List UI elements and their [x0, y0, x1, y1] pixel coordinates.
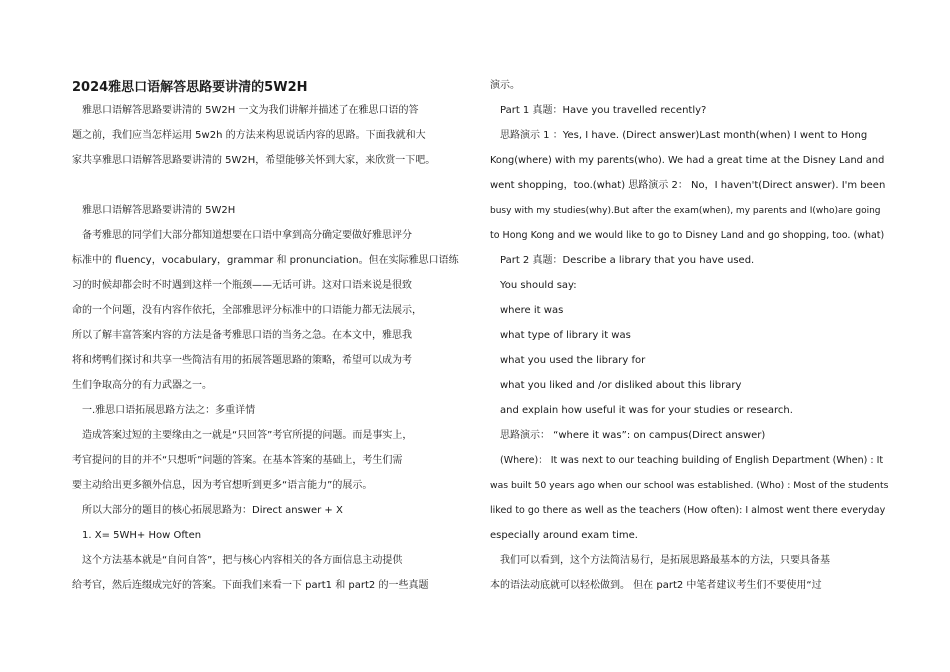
section-heading: 雅思口语解答思路要讲清的 5W2H [82, 205, 236, 216]
paragraph-line: 给考官，然后连缀成完好的答案。下面我们来看一下 part1 和 part2 的一些真题 [72, 580, 429, 591]
paragraph-line: 这个方法基本就是“自问自答”，把与核心内容相关的各方面信息主动提供 [82, 555, 403, 566]
paragraph-line: 将和烤鸭们探讨和共享一些简洁有用的拓展答题思路的策略，希望可以成为考 [72, 355, 412, 366]
paragraph-line: 题之前，我们应当怎样运用 5w2h 的方法来构思说话内容的思路。下面我就和大 [72, 130, 426, 141]
paragraph-line: 标准中的 fluency，vocabulary，grammar 和 pronunciation。但在实际雅思口语练 [72, 255, 459, 266]
paragraph-line: 思路演示 1 ：Yes, I have. (Direct answer)Last month(when) I went to Hong [500, 130, 868, 141]
document-title: 2024雅思口语解答思路要讲清的5W2H [72, 80, 308, 95]
paragraph-line: 演示。 [490, 80, 520, 91]
list-item: what you liked and /or disliked about this library [500, 380, 742, 391]
paragraph-line: 雅思口语解答思路要讲清的 5W2H 一文为我们讲解并描述了在雅思口语的答 [82, 105, 419, 116]
paragraph-line: was built 50 years ago when our school was established. (Who) : Most of the students [490, 480, 889, 491]
paragraph-line: 思路演示： “where it was”: on campus(Direct answer) [500, 430, 766, 441]
list-item: 1. X= 5WH+ How Often [82, 530, 202, 541]
paragraph-line: to Hong Kong and we would like to go to Disney Land and go shopping, too. (what) [490, 230, 885, 241]
paragraph-line: 生们争取高分的有力武器之一。 [72, 380, 212, 391]
paragraph-line: 所以大部分的题目的核心拓展思路为：Direct answer + X [82, 505, 343, 516]
paragraph-line: 所以了解丰富答案内容的方法是备考雅思口语的当务之急。在本文中，雅思我 [72, 330, 412, 341]
paragraph-line: 家共享雅思口语解答思路要讲清的 5W2H，希望能够关怀到大家，来欣赏一下吧。 [72, 155, 436, 166]
paragraph-line: (Where)： It was next to our teaching building of English Department (When) : It [500, 455, 884, 466]
section-heading: 一.雅思口语拓展思路方法之：多重详情 [82, 405, 256, 416]
paragraph-line: 备考雅思的同学们大部分都知道想要在口语中拿到高分确定要做好雅思评分 [82, 230, 412, 241]
paragraph-line: 考官提问的目的并不“只想听”问题的答案。在基本答案的基础上，考生们需 [72, 455, 403, 466]
paragraph-line: 要主动给出更多额外信息，因为考官想听到更多“语言能力”的展示。 [72, 480, 373, 491]
paragraph-line: liked to go there as well as the teachers (How often): I almost went there everyday [490, 505, 886, 516]
paragraph-line: 命的一个问题，没有内容作依托，全部雅思评分标准中的口语能力都无法展示， [72, 305, 422, 316]
paragraph-line: 造成答案过短的主要缘由之一就是“只回答”考官所提的问题。而是事实上， [82, 430, 413, 441]
paragraph-line: busy with my studies(why).But after the exam(when), my parents and I(who)are going [490, 206, 881, 216]
question-heading: Part 2 真题：Describe a library that you have used. [500, 255, 755, 266]
paragraph-line: went shopping，too.(what) 思路演示 2： No，I haven't(Direct answer). I'm been [490, 180, 886, 191]
list-item: and explain how useful it was for your studies or research. [500, 405, 793, 416]
list-item: what you used the library for [500, 355, 646, 366]
paragraph-line: especially around exam time. [490, 530, 638, 541]
question-heading: Part 1 真题：Have you travelled recently? [500, 105, 707, 116]
paragraph-line: 本的语法动底就可以轻松做到。 但在 part2 中笔者建议考生们不要使用“过 [490, 580, 822, 591]
paragraph-line: Kong(where) with my parents(who). We had a great time at the Disney Land and [490, 155, 885, 166]
list-item: where it was [500, 305, 564, 316]
list-item: what type of library it was [500, 330, 631, 341]
paragraph-line: You should say: [500, 280, 577, 291]
paragraph-line: 习的时候却都会时不时遇到这样一个瓶颈——无话可讲。这对口语来说是很致 [72, 280, 412, 291]
paragraph-line: 我们可以看到，这个方法简洁易行，是拓展思路最基本的方法，只要具备基 [500, 555, 830, 566]
